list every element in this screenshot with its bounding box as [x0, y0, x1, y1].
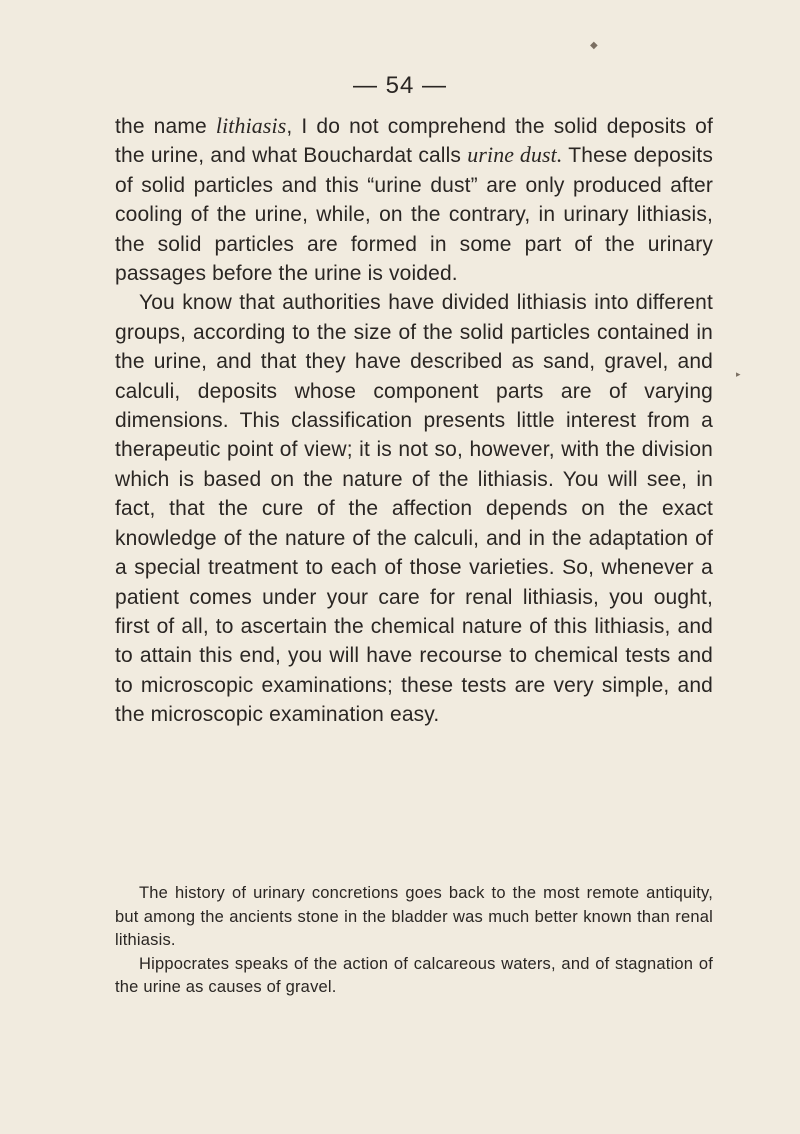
main-text	[115, 112, 713, 730]
print-speck: ▸	[736, 370, 741, 380]
paragraph-1	[115, 112, 713, 288]
paragraph-1-part-5: These deposits of solid particles and this “urine dust” are only produced after cooling of the urine, while, on the contrary, in urinary lithiasis, the solid particles are formed in some part of the urinary passages before the urine is voided.	[115, 144, 714, 286]
paragraph-1-part-1: the name	[115, 115, 216, 138]
print-speck: ◆	[590, 40, 598, 51]
paragraph-1-part-3: , I do not comprehend the solid deposits of the urine, and what Bouchardat calls	[115, 115, 713, 168]
paragraph-2: You know that authorities have divided lithiasis into different groups, according to the size of the solid particles contained in the urine, and that they have described as sand, gravel, and calculi, deposits whose component parts are of varying dimensions. This classification presents little interest from a therapeutic point of view; it is not so, however, with the division which is based on the nature of the lithiasis. You will see, in fact, that the cure of the affection depends on the exact knowledge of the nature of the calculi, and in the adaptation of a special treatment to each of those varieties. So, whenever a patient comes under your care for renal lithiasis, you ought, first of all, to ascertain the chemical nature of this lithiasis, and to attain this end, you will have recourse to chemical tests and to microscopic examinations; these tests are very simple, and the microscopic examination easy.	[115, 291, 713, 727]
term-urine-dust: urine dust.	[467, 143, 563, 168]
term-lithiasis: lithiasis	[215, 114, 287, 138]
page-number: — 54 —	[352, 72, 448, 99]
note-paragraph-2: Hippocrates speaks of the action of calcareous waters, and of stagnation of the urine as causes of gravel.	[115, 954, 713, 996]
note-paragraph-1: The history of urinary concretions goes back to the most remote antiquity, but among the ancients stone in the bladder was much better known than renal lithiasis.	[115, 884, 713, 949]
note-text	[115, 882, 713, 1000]
